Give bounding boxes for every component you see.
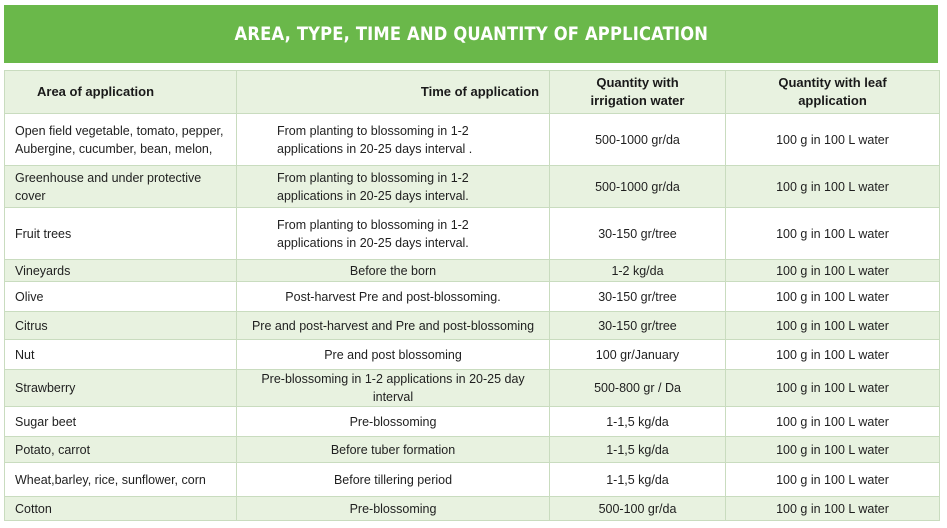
header-leaf-label: Quantity with leaf application — [778, 75, 887, 108]
cell-time-text: Pre-blossoming — [349, 414, 437, 429]
cell-leaf: 100 g in 100 L water — [726, 370, 940, 407]
table-row — [5, 114, 940, 166]
cell-time — [237, 166, 550, 208]
cell-leaf: 100 g in 100 L water — [726, 340, 940, 370]
table-body — [5, 114, 940, 521]
cell-time-text: Post-harvest Pre and post-blossoming. — [285, 289, 501, 304]
cell-irrigation: 30-150 gr/tree — [550, 312, 726, 340]
table-row — [5, 166, 940, 208]
cell-time — [237, 407, 550, 437]
cell-area-text: Wheat,barley, rice, sunflower, corn — [15, 472, 206, 487]
cell-irrigation: 30-150 gr/tree — [550, 208, 726, 260]
cell-area — [5, 260, 237, 282]
cell-leaf: 100 g in 100 L water — [726, 497, 940, 521]
cell-time — [237, 260, 550, 282]
table-row — [5, 463, 940, 497]
cell-leaf: 100 g in 100 L water — [726, 114, 940, 166]
header-irrigation — [550, 71, 726, 114]
cell-time-text: Pre-blossoming — [349, 501, 437, 516]
cell-time-text: From planting to blossoming in 1-2 applications in 20-25 days interval. — [277, 217, 469, 250]
cell-area-text: Sugar beet — [15, 414, 77, 429]
cell-area — [5, 437, 237, 463]
header-irrigation-label: Quantity with irrigation water — [590, 75, 685, 108]
title-banner — [4, 5, 938, 63]
cell-area-text: Nut — [15, 347, 35, 362]
application-table-container — [4, 70, 939, 521]
cell-time-text: From planting to blossoming in 1-2 applications in 20-25 days interval . — [277, 123, 473, 156]
page-title: AREA, TYPE, TIME AND QUANTITY OF APPLICATION — [234, 23, 708, 45]
cell-irrigation: 500-100 gr/da — [550, 497, 726, 521]
cell-leaf: 100 g in 100 L water — [726, 282, 940, 312]
cell-time-text: Pre and post-harvest and Pre and post-blossoming — [251, 318, 535, 333]
header-area: Area of application — [5, 71, 237, 114]
cell-time — [237, 463, 550, 497]
cell-leaf: 100 g in 100 L water — [726, 208, 940, 260]
cell-area-text: Vineyards — [15, 263, 71, 278]
cell-area — [5, 407, 237, 437]
cell-time-text: Before tillering period — [333, 472, 453, 487]
cell-time — [237, 282, 550, 312]
cell-time — [237, 114, 550, 166]
cell-area — [5, 340, 237, 370]
cell-irrigation: 1-1,5 kg/da — [550, 407, 726, 437]
cell-leaf: 100 g in 100 L water — [726, 463, 940, 497]
cell-irrigation: 1-2 kg/da — [550, 260, 726, 282]
cell-area-text: Open field vegetable, tomato, pepper, Aubergine, cucumber, bean, melon, — [15, 123, 224, 156]
cell-area — [5, 463, 237, 497]
header-time: Time of application — [237, 71, 550, 114]
cell-leaf: 100 g in 100 L water — [726, 407, 940, 437]
cell-time — [237, 370, 550, 407]
cell-area-text: Potato, carrot — [15, 442, 91, 457]
cell-area — [5, 497, 237, 521]
cell-irrigation: 500-800 gr / Da — [550, 370, 726, 407]
cell-leaf: 100 g in 100 L water — [726, 437, 940, 463]
cell-area — [5, 114, 237, 166]
cell-irrigation: 1-1,5 kg/da — [550, 437, 726, 463]
table-row — [5, 407, 940, 437]
cell-time-text: From planting to blossoming in 1-2 applications in 20-25 days interval. — [277, 170, 469, 203]
cell-leaf: 100 g in 100 L water — [726, 312, 940, 340]
table-row — [5, 282, 940, 312]
cell-irrigation: 1-1,5 kg/da — [550, 463, 726, 497]
table-row — [5, 497, 940, 521]
cell-time — [237, 312, 550, 340]
cell-time — [237, 497, 550, 521]
cell-irrigation: 500-1000 gr/da — [550, 114, 726, 166]
table-row — [5, 260, 940, 282]
cell-area — [5, 370, 237, 407]
cell-time — [237, 437, 550, 463]
cell-area — [5, 208, 237, 260]
cell-irrigation: 100 gr/January — [550, 340, 726, 370]
cell-time-text: Pre and post blossoming — [324, 347, 462, 362]
table-row — [5, 370, 940, 407]
header-row — [5, 71, 940, 114]
cell-time-text: Before tuber formation — [330, 442, 456, 457]
table-row — [5, 208, 940, 260]
cell-time — [237, 340, 550, 370]
cell-leaf: 100 g in 100 L water — [726, 260, 940, 282]
table-row — [5, 340, 940, 370]
cell-area-text: Greenhouse and under protective cover — [15, 170, 202, 203]
cell-leaf: 100 g in 100 L water — [726, 166, 940, 208]
cell-area-text: Olive — [15, 289, 44, 304]
cell-time-text: Before the born — [349, 263, 437, 278]
cell-time — [237, 208, 550, 260]
table-row — [5, 312, 940, 340]
header-leaf — [726, 71, 940, 114]
table-row — [5, 437, 940, 463]
cell-area-text: Citrus — [15, 318, 48, 333]
cell-area-text: Strawberry — [15, 381, 76, 395]
cell-area — [5, 312, 237, 340]
cell-area — [5, 166, 237, 208]
cell-area-text: Fruit trees — [15, 226, 72, 241]
cell-time-text: Pre-blossoming in 1-2 applications in 20-25 day interval — [261, 372, 525, 404]
application-table — [4, 70, 940, 521]
cell-irrigation: 500-1000 gr/da — [550, 166, 726, 208]
cell-irrigation: 30-150 gr/tree — [550, 282, 726, 312]
cell-area-text: Cotton — [15, 501, 52, 516]
cell-area — [5, 282, 237, 312]
